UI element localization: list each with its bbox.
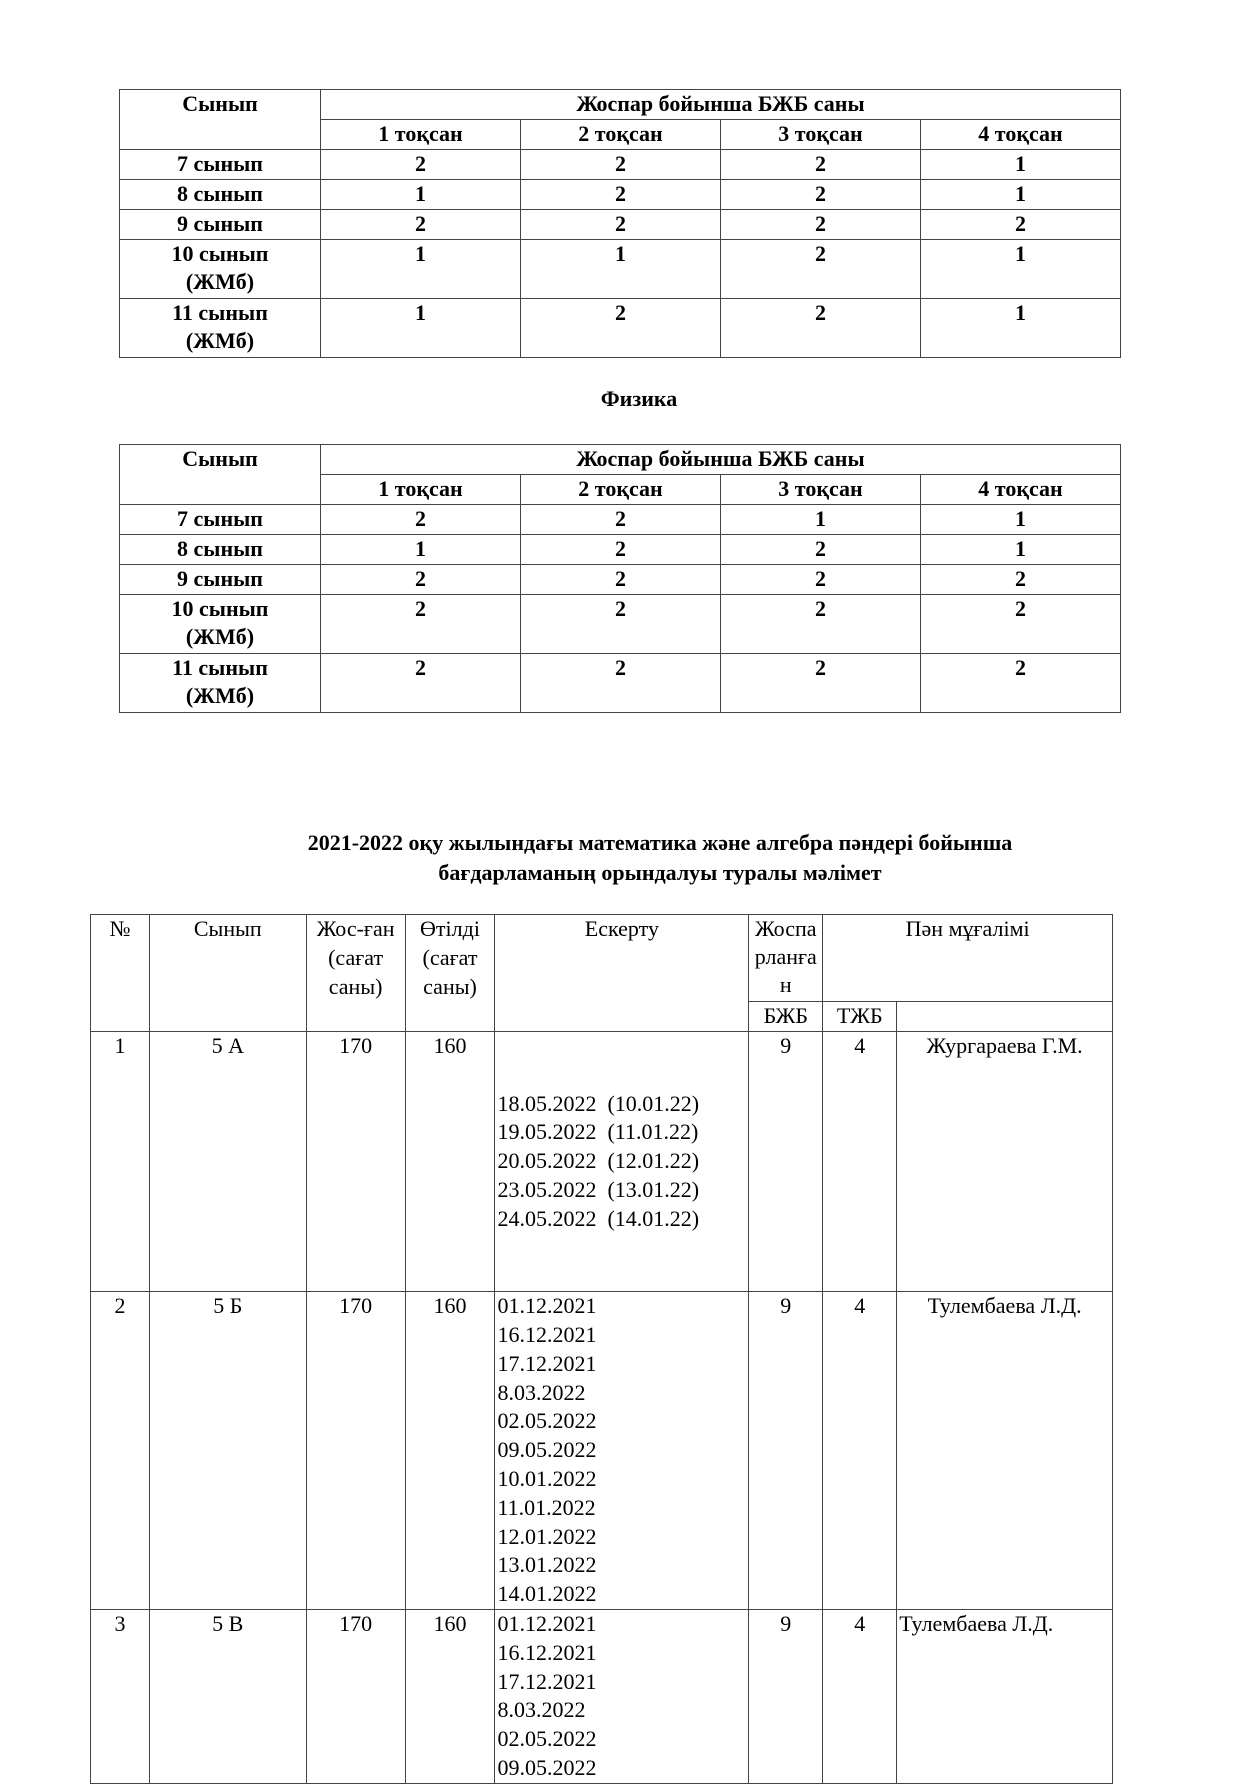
value-cell: 2	[721, 595, 921, 654]
value-cell: 1	[921, 180, 1121, 210]
header-class: Сынып	[149, 915, 306, 1032]
table-row	[120, 505, 1121, 535]
value-cell: 1	[921, 535, 1121, 565]
bjb-cell: 9	[749, 1032, 823, 1292]
value-cell: 2	[721, 150, 921, 180]
num-cell: 3	[91, 1609, 150, 1783]
bjb-cell: 9	[749, 1609, 823, 1783]
class-cell: 11 сынып (ЖМб)	[120, 654, 321, 713]
class-cell: 7 сынып	[120, 150, 321, 180]
class-cell: 10 сынып (ЖМб)	[120, 595, 321, 654]
header-teacher-blank	[897, 1002, 1113, 1032]
dates-cell: 01.12.2021 16.12.2021 17.12.2021 8.03.2022 02.05.2022 09.05.2022 10.01.2022 11.01.2022 12.01.2022 13.01.2022 14.01.2022	[495, 1292, 749, 1610]
value-cell: 1	[921, 505, 1121, 535]
value-cell: 1	[721, 505, 921, 535]
table-row	[120, 210, 1121, 240]
physics-heading: Физика	[600, 386, 678, 411]
header-note: Ескерту	[495, 915, 749, 1032]
value-cell: 1	[321, 535, 521, 565]
value-cell: 1	[521, 240, 721, 299]
value-cell: 2	[321, 210, 521, 240]
table-row	[120, 180, 1121, 210]
tjb-cell: 4	[823, 1609, 897, 1783]
value-cell: 2	[921, 210, 1121, 240]
value-cell: 2	[721, 654, 921, 713]
physics-summary-table	[119, 444, 1121, 713]
value-cell: 2	[321, 150, 521, 180]
value-cell: 2	[721, 180, 921, 210]
table-row	[91, 1292, 1113, 1610]
report-title-line2: бағдарламаның орындалуы туралы мәлімет	[438, 860, 882, 885]
value-cell: 2	[521, 180, 721, 210]
value-cell: 2	[721, 565, 921, 595]
done-cell: 160	[405, 1609, 495, 1783]
value-cell: 1	[321, 180, 521, 210]
planned-cell: 170	[306, 1609, 405, 1783]
program-execution-table	[90, 914, 1113, 1784]
header-quarter: 4 тоқсан	[921, 475, 1121, 505]
value-cell: 2	[521, 210, 721, 240]
tjb-cell: 4	[823, 1032, 897, 1292]
header-class: Сынып	[120, 445, 321, 505]
header-planned: Жос-ған (сағат саны)	[306, 915, 405, 1032]
table-row	[120, 654, 1121, 713]
value-cell: 2	[321, 595, 521, 654]
value-cell: 2	[721, 210, 921, 240]
header-plan: Жоспар бойынша БЖБ саны	[321, 445, 1121, 475]
table-row	[91, 1609, 1113, 1783]
class-cell: 5 А	[149, 1032, 306, 1292]
dates-cell: 01.12.2021 16.12.2021 17.12.2021 8.03.2022 02.05.2022 09.05.2022	[495, 1609, 749, 1783]
value-cell: 2	[921, 654, 1121, 713]
report-title-line1: 2021-2022 оқу жылындағы математика және алгебра пәндері бойынша	[307, 830, 1013, 855]
value-cell: 2	[521, 654, 721, 713]
class-cell: 8 сынып	[120, 180, 321, 210]
table-row	[120, 535, 1121, 565]
teacher-cell: Тулембаева Л.Д.	[897, 1292, 1113, 1610]
value-cell: 2	[721, 535, 921, 565]
value-cell: 1	[921, 299, 1121, 358]
value-cell: 2	[521, 299, 721, 358]
value-cell: 1	[921, 150, 1121, 180]
value-cell: 2	[321, 505, 521, 535]
teacher-cell: Тулембаева Л.Д.	[897, 1609, 1113, 1783]
value-cell: 2	[521, 565, 721, 595]
header-tjb: ТЖБ	[823, 1002, 897, 1032]
num-cell: 2	[91, 1292, 150, 1610]
value-cell: 2	[521, 150, 721, 180]
header-done: Өтілді (сағат саны)	[405, 915, 495, 1032]
value-cell: 2	[321, 565, 521, 595]
value-cell: 2	[321, 654, 521, 713]
done-cell: 160	[405, 1032, 495, 1292]
header-quarter: 1 тоқсан	[321, 475, 521, 505]
header-bjb: БЖБ	[749, 1002, 823, 1032]
planned-cell: 170	[306, 1292, 405, 1610]
table-row	[120, 240, 1121, 299]
value-cell: 1	[321, 240, 521, 299]
dates-cell: 18.05.2022 (10.01.22) 19.05.2022 (11.01.22) 20.05.2022 (12.01.22) 23.05.2022 (13.01.22) 24.05.2022 (14.01.22)	[495, 1032, 749, 1292]
table-row	[120, 299, 1121, 358]
header-planned-group: Жоспа рланға н	[749, 915, 823, 1002]
header-class: Сынып	[120, 90, 321, 150]
table-row	[120, 150, 1121, 180]
header-plan: Жоспар бойынша БЖБ саны	[321, 90, 1121, 120]
header-quarter: 2 тоқсан	[521, 120, 721, 150]
class-cell: 5 В	[149, 1609, 306, 1783]
class-cell: 5 Б	[149, 1292, 306, 1610]
table-row	[120, 565, 1121, 595]
class-cell: 11 сынып (ЖМб)	[120, 299, 321, 358]
value-cell: 1	[921, 240, 1121, 299]
report-title	[230, 828, 1090, 888]
value-cell: 2	[721, 299, 921, 358]
table-row	[120, 595, 1121, 654]
tjb-cell: 4	[823, 1292, 897, 1610]
header-quarter: 3 тоқсан	[721, 475, 921, 505]
bjb-cell: 9	[749, 1292, 823, 1610]
class-cell: 7 сынып	[120, 505, 321, 535]
header-num: №	[91, 915, 150, 1032]
planned-cell: 170	[306, 1032, 405, 1292]
num-cell: 1	[91, 1032, 150, 1292]
teacher-cell: Жургараева Г.М.	[897, 1032, 1113, 1292]
class-cell: 9 сынып	[120, 565, 321, 595]
header-teacher: Пән мұғалімі	[823, 915, 1113, 1002]
value-cell: 2	[921, 595, 1121, 654]
header-quarter: 1 тоқсан	[321, 120, 521, 150]
value-cell: 2	[521, 505, 721, 535]
math-summary-table	[119, 89, 1121, 358]
value-cell: 2	[721, 240, 921, 299]
header-quarter: 2 тоқсан	[521, 475, 721, 505]
value-cell: 2	[521, 595, 721, 654]
table-row	[91, 1032, 1113, 1292]
class-cell: 9 сынып	[120, 210, 321, 240]
done-cell: 160	[405, 1292, 495, 1610]
class-cell: 8 сынып	[120, 535, 321, 565]
value-cell: 2	[921, 565, 1121, 595]
value-cell: 2	[521, 535, 721, 565]
class-cell: 10 сынып (ЖМб)	[120, 240, 321, 299]
header-quarter: 3 тоқсан	[721, 120, 921, 150]
value-cell: 1	[321, 299, 521, 358]
header-quarter: 4 тоқсан	[921, 120, 1121, 150]
